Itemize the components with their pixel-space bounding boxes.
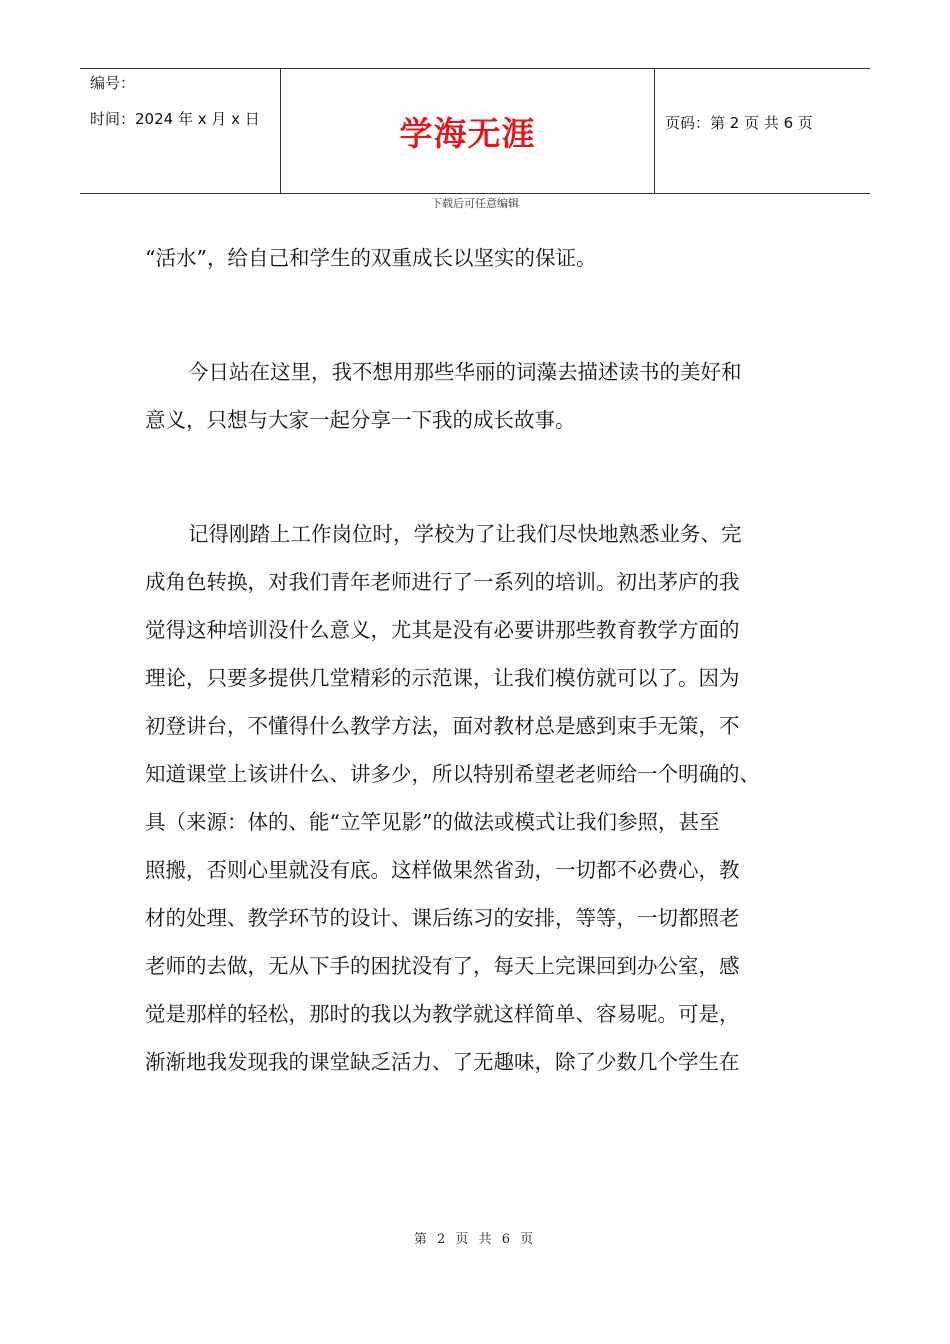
page-footer: 第 2 页 共 6 页 [413, 1232, 537, 1247]
paragraph-line: 照搬，否则心里就没有底。这样做果然省劲，一切都不必费心，教 [145, 858, 740, 882]
paragraph-line: 觉是那样的轻松，那时的我以为教学就这样简单、容易呢。可是， [145, 1002, 740, 1026]
header-table [80, 68, 870, 194]
paragraph-line: 老师的去做，无从下手的困扰没有了，每天上完课回到办公室，感 [145, 954, 740, 978]
paragraph-line: 记得刚踏上工作岗位时，学校为了让我们尽快地熟悉业务、完 [188, 522, 742, 546]
paragraph-1 [145, 234, 810, 282]
paragraph-line: “活水”，给自己和学生的双重成长以坚实的保证。 [145, 246, 597, 270]
paragraph-line: 今日站在这里，我不想用那些华丽的词藻去描述读书的美好和 [188, 360, 742, 384]
document-number-label: 编号： [90, 74, 136, 92]
header-divider-right [654, 69, 655, 193]
page-number-label: 页码：第 2 页 共 6 页 [665, 114, 813, 132]
paragraph-line: 知道课堂上该讲什么、讲多少，所以特别希望老老师给一个明确的、 [145, 762, 760, 786]
paragraph-line: 具（来源：体的、能“立竿见影”的做法或模式让我们参照，甚至 [145, 810, 720, 834]
paragraph-line: 渐渐地我发现我的课堂缺乏活力、了无趣味，除了少数几个学生在 [145, 1050, 740, 1074]
header-left-cell [90, 73, 260, 129]
paragraph-line: 成角色转换，对我们青年老师进行了一系列的培训。初出茅庐的我 [145, 570, 740, 594]
paragraph-line: 意义，只想与大家一起分享一下我的成长故事。 [145, 408, 576, 432]
header-title: 学海无涯 [399, 113, 536, 153]
edit-note: 下载后可任意编辑 [431, 197, 519, 210]
paragraph-2 [145, 348, 810, 444]
paragraph-3 [145, 510, 810, 1086]
paragraph-line: 材的处理、教学环节的设计、课后练习的安排，等等，一切都照老 [145, 906, 740, 930]
document-time-label: 时间：2024 年 x 月 x 日 [90, 110, 260, 128]
paragraph-line: 初登讲台，不懂得什么教学方法，面对教材总是感到束手无策，不 [145, 714, 740, 738]
paragraph-line: 觉得这种培训没什么意义，尤其是没有必要讲那些教育教学方面的 [145, 618, 740, 642]
paragraph-line: 理论，只要多提供几堂精彩的示范课，让我们模仿就可以了。因为 [145, 666, 740, 690]
document-body [145, 234, 810, 1086]
